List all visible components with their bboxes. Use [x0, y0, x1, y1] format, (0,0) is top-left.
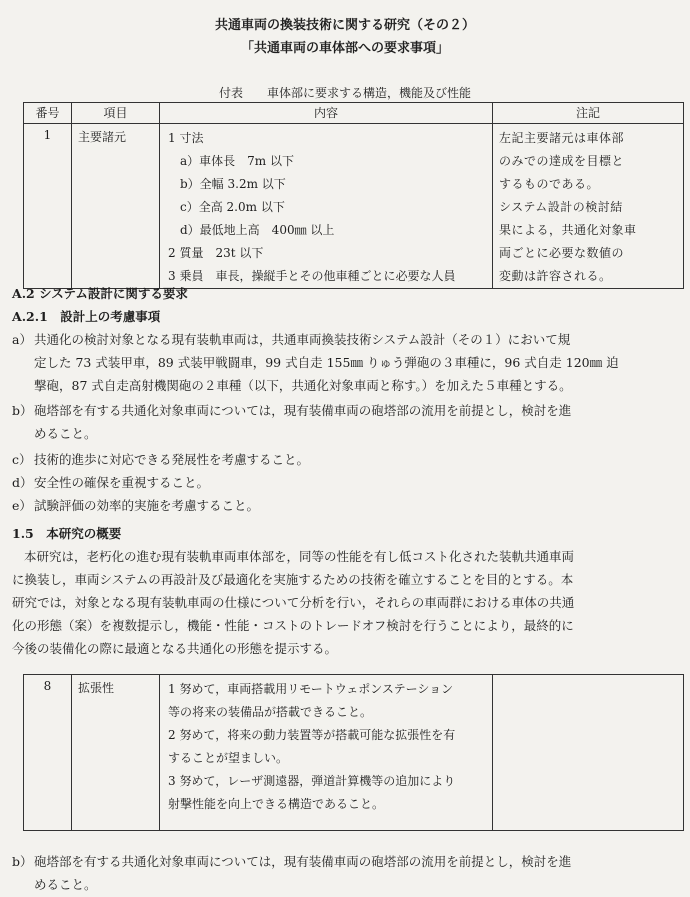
paragraph-line: 化の形態（案）を複数提示し，機能・性能・コストのトレードオフ検討を行うことにより，最終的に [12, 618, 574, 633]
list-item-a [12, 328, 619, 397]
content-line: 射撃性能を向上できる構造であること。 [168, 797, 385, 811]
document-subtitle: 「共通車両の車体部への要求事項」 [240, 41, 449, 56]
table-row [24, 124, 684, 289]
content-line: d）最低地上高 400㎜ 以上 [180, 223, 335, 237]
overview-paragraph [12, 545, 574, 660]
table-row [24, 675, 684, 831]
item-text: めること。 [34, 426, 97, 441]
note-line: システム設計の検討結 [499, 200, 623, 214]
row-number: 1 [24, 124, 72, 289]
item-label: b） [12, 854, 33, 869]
paragraph-line: 今後の装備化の際に最適となる共通化の形態を提示する。 [12, 641, 338, 656]
document-title: 共通車両の換装技術に関する研究（その２） [214, 18, 475, 33]
extension-table [23, 674, 684, 831]
item-label: e） [12, 498, 32, 513]
content-line: 等の将来の装備品が搭載できること。 [168, 705, 373, 719]
header-content: 内容 [160, 103, 493, 124]
section-heading-1-5: 1.5 本研究の概要 [12, 526, 122, 541]
note-line: 果による，共通化対象車 [499, 223, 637, 237]
content-line: することが望ましい。 [168, 751, 289, 765]
item-text: 安全性の確保を重視すること。 [34, 475, 210, 490]
note-line: 両ごとに必要な数値の [499, 246, 625, 260]
note-line: 変動は許容される。 [499, 269, 612, 283]
content-line: c）全高 2.0m 以下 [180, 200, 285, 214]
paragraph-line: に換装し，車両システムの再設計及び最適化を実施するための技術を確立することを目的とする。本 [12, 572, 574, 587]
item-text: 砲塔部を有する共通化対象車両については，現有装備車両の砲塔部の流用を前提とし，検討を進 [34, 854, 572, 869]
content-line: b）全幅 3.2m 以下 [180, 177, 286, 191]
row-item: 主要諸元 [72, 124, 160, 289]
item-text: 砲塔部を有する共通化対象車両については，現有装備車両の砲塔部の流用を前提とし，検討を進 [34, 403, 572, 418]
row-content [160, 124, 493, 289]
content-line: a）車体長 7m 以下 [180, 154, 294, 168]
list-item-c [12, 448, 309, 471]
row-notes [493, 124, 684, 289]
table-header-row [24, 103, 684, 124]
row-number: 8 [24, 675, 72, 831]
list-item-b-footer [12, 850, 571, 896]
row-item: 拡張性 [72, 675, 160, 831]
content-line: 3 努めて，レーザ測遠器，弾道計算機等の追加により [168, 774, 456, 788]
paragraph-line: 研究では，対象となる現有装軌車両の仕様について分析を行い，それらの車両群における車体の共通 [12, 595, 575, 610]
list-item-b [12, 399, 571, 445]
item-text: 定した 73 式装甲車，89 式装甲戦闘車，99 式自走 155㎜ りゅう弾砲の３車種に，96 式自走 120㎜ 迫 [34, 355, 619, 370]
item-label: b） [12, 403, 33, 418]
content-line: 2 質量 23t 以下 [168, 246, 264, 260]
note-line: 左記主要諸元は車体部 [499, 131, 625, 145]
list-item-d [12, 471, 209, 494]
item-text: 技術的進歩に対応できる発展性を考慮すること。 [34, 452, 310, 467]
item-label: c） [12, 452, 32, 467]
header-item: 項目 [72, 103, 160, 124]
item-label: d） [12, 475, 33, 490]
content-line: 1 寸法 [168, 131, 204, 145]
row-notes [493, 675, 684, 831]
content-line: 2 努めて，将来の動力装置等が搭載可能な拡張性を有 [168, 728, 456, 742]
requirements-table [23, 102, 684, 289]
item-text: 撃砲，87 式自走高射機関砲の２車種（以下，共通化対象車両と称す。）を加えた５車種とする。 [34, 378, 572, 393]
list-item-e [12, 494, 259, 517]
content-line: 3 乗員 車長，操縦手とその他車種ごとに必要な人員 [168, 269, 456, 283]
item-text: 試験評価の効率的実施を考慮すること。 [34, 498, 260, 513]
header-number: 番号 [24, 103, 72, 124]
content-line: 1 努めて，車両搭載用リモートウェポンステーション [168, 682, 454, 696]
table-caption: 付表 車体部に要求する構造，機能及び性能 [218, 86, 471, 100]
note-line: のみでの達成を目標と [499, 154, 625, 168]
item-label: a） [12, 332, 32, 347]
header-notes: 注記 [493, 103, 684, 124]
paragraph-line: 本研究は，老朽化の進む現有装軌車両車体部を，同等の性能を有し低コスト化された装軌共通車両 [24, 549, 575, 564]
subsection-heading: A.2.1 設計上の考慮事項 [12, 309, 161, 324]
item-text: 共通化の検討対象となる現有装軌車両は，共通車両換装技術システム設計（その１）において規 [34, 332, 571, 347]
row-content [160, 675, 493, 831]
item-text: めること。 [34, 877, 97, 892]
note-line: するものである。 [499, 177, 600, 191]
section-heading: A.2 システム設計に関する要求 [12, 286, 188, 301]
